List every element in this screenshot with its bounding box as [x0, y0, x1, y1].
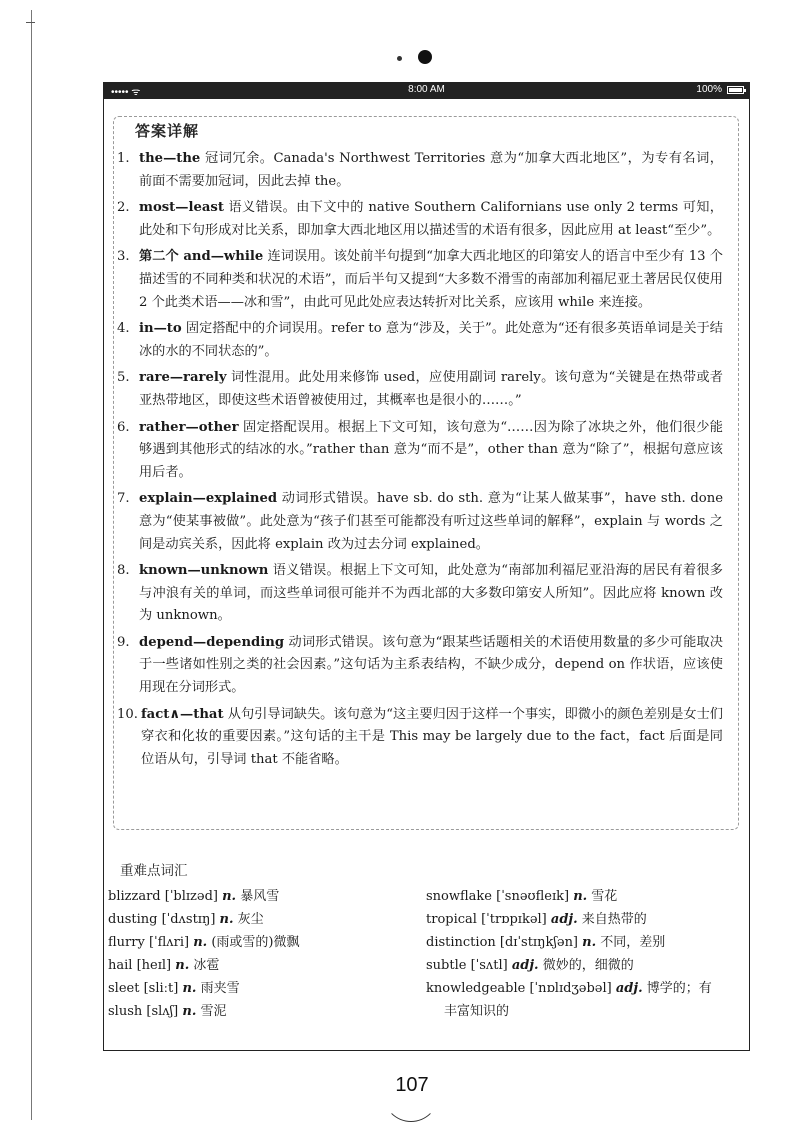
battery-icon — [727, 86, 744, 94]
vocab-ipa: [heɪl] — [132, 958, 176, 973]
section-title: 答案详解 — [135, 122, 200, 140]
vocab-meaning: 雪泥 — [196, 1004, 227, 1019]
vocab-meaning: 不同，差别 — [596, 935, 666, 950]
item-key: the—the — [139, 151, 201, 166]
vocab-ipa: [ˈsʌtl] — [466, 958, 512, 973]
answer-item — [117, 488, 723, 556]
vocab-list-left — [108, 885, 408, 1023]
item-text: 词性混用。此处用来修饰 used，应使用副词 rarely。该句意为“关键是在热带或者亚热带地区，即使这些术语曾被使用过，其概率也是很小的……。” — [139, 370, 723, 408]
answer-item — [117, 246, 723, 314]
vocab-pos: n. — [193, 935, 208, 950]
vocab-pos: n. — [582, 935, 597, 950]
vocab-pos: adj. — [615, 981, 643, 996]
item-text: 固定搭配误用。根据上下文可知，该句意为“……因为除了冰块之外，他们很少能够遇到其他形式的结冰的水。”rather than 意为“而不是”，other than 意为“除了”，根据句意应该用后者。 — [139, 419, 723, 480]
answer-item — [117, 704, 723, 772]
item-number: 8. — [117, 563, 130, 579]
vocab-word: knowledgeable — [426, 981, 526, 996]
item-key: fact∧—that — [141, 706, 224, 722]
vocab-entry — [108, 954, 408, 977]
item-key: 第二个 and—while — [139, 249, 264, 265]
vocab-entry — [108, 1000, 408, 1023]
vocab-entry — [108, 977, 408, 1000]
vocab-meaning: 微妙的，细微的 — [538, 958, 634, 973]
vocab-entry — [426, 885, 736, 908]
vocab-word: distinction — [426, 935, 496, 950]
vocab-entry — [426, 908, 736, 931]
answer-list — [117, 148, 723, 775]
vocab-pos: adj. — [550, 912, 578, 927]
vocab-entry — [108, 885, 408, 908]
sensor-dot — [397, 56, 402, 61]
page-number: 107 — [395, 1074, 429, 1096]
vocab-word: sleet — [108, 981, 140, 996]
item-text: 连词误用。该处前半句提到“加拿大西北地区的印第安人的语言中至少有 13 个描述雪的不同种类和状况的术语”，而后半句又提到“大多数不滑雪的南部加利福尼亚土著居民仅使用 2 个此类术语——冰和雪”，由此可见此处应表达转折对比关系，应该用 while 来连接。 — [139, 249, 723, 310]
item-text: 从句引导词缺失。该句意为“这主要归因于这样一个事实，即微小的颜色差别是女士们穿衣和化妆的重要因素。”这句话的主干是 This may be largely due to the fact，fact 后面是同位语从句，引导词 that 不能省略。 — [141, 706, 723, 767]
vocab-ipa: [ˈtrɒpɪkəl] — [476, 912, 551, 927]
vocab-word: tropical — [426, 912, 477, 927]
item-key: in—to — [139, 321, 182, 337]
vocab-meaning: 博学的；有 — [642, 981, 712, 996]
vocab-word: flurry — [108, 935, 145, 950]
item-number: 7. — [117, 491, 130, 507]
vocab-entry — [108, 908, 408, 931]
vocab-meaning: 灰尘 — [233, 912, 264, 927]
vocab-pos: n. — [175, 958, 190, 973]
binding-line — [31, 10, 32, 1120]
camera-icon — [418, 50, 432, 64]
vocab-meaning: 雪花 — [587, 889, 618, 904]
status-time: 8:00 AM — [408, 84, 445, 95]
item-number: 3. — [117, 249, 130, 265]
item-text: 冠词冗余。Canada's Northwest Territories 意为“加拿大西北地区”，为专有名词，前面不需要加冠词，因此去掉 the。 — [139, 151, 723, 189]
item-number: 2. — [117, 200, 130, 216]
item-text: 语义错误。根据上下文可知，此处意为“南部加利福尼亚沿海的居民有着很多与冲浪有关的单词，而这些单词很可能并不为西北部的大多数印第安人所知”。因此应将 known 改为 unknown。 — [139, 563, 723, 624]
vocab-ipa: [ˈflʌri] — [144, 935, 194, 950]
item-text: 动词形式错误。该句意为“跟某些话题相关的术语使用数量的多少可能取决于一些诸如性别之类的社会因素。”这句话为主系表结构，不缺少成分，depend on 作状语，应该使用现在分词形式。 — [139, 634, 723, 696]
signal-icon: ••••• ᯤ — [111, 87, 141, 98]
vocab-ipa: [ˈblɪzəd] — [160, 889, 223, 904]
vocab-meaning: 来自热带的 — [577, 912, 647, 927]
vocab-ipa: [ˈsnəʊfleɪk] — [492, 889, 574, 904]
vocab-ipa: [ˈdʌstɪŋ] — [157, 912, 220, 927]
vocab-entry — [108, 931, 408, 954]
vocab-ipa: [sliːt] — [139, 981, 183, 996]
vocab-word: slush — [108, 1004, 143, 1019]
item-key: explain—explained — [139, 491, 278, 507]
item-key: rare—rarely — [139, 370, 227, 386]
vocab-meaning: 暴风雪 — [236, 889, 280, 904]
item-number: 6. — [117, 419, 130, 435]
vocab-continuation: 丰富知识的 — [444, 1004, 510, 1019]
vocab-pos: n. — [573, 889, 588, 904]
vocab-entry — [426, 931, 736, 954]
vocab-ipa: [slʌʃ] — [142, 1004, 183, 1019]
vocab-meaning: 雨夹雪 — [196, 981, 240, 996]
vocab-entry — [426, 977, 736, 1000]
answer-item — [117, 148, 723, 193]
vocab-ipa: [ˈnɒlɪdʒəbəl] — [525, 981, 616, 996]
item-number: 10. — [117, 706, 138, 722]
answer-item — [117, 197, 723, 242]
answer-item — [117, 417, 723, 485]
item-key: most—least — [139, 200, 224, 216]
vocab-ipa: [dɪˈstɪŋkʃən] — [495, 935, 583, 950]
vocab-entry — [426, 954, 736, 977]
answer-item — [117, 632, 723, 700]
vocab-word: blizzard — [108, 889, 161, 904]
binding-tick — [26, 22, 35, 23]
vocab-word: hail — [108, 958, 133, 973]
item-key: depend—depending — [139, 634, 285, 650]
item-key: rather—other — [139, 419, 239, 435]
vocab-title: 重难点词汇 — [120, 863, 188, 879]
item-text: 动词形式错误。have sb. do sth. 意为“让某人做某事”，have sth. done 意为“使某事被做”。此处意为“孩子们甚至可能都没有听过这些单词的解释”，explain 与 words 之间是动宾关系，因此将 explain 改为过去分词 explained。 — [139, 491, 723, 552]
item-text: 固定搭配中的介词误用。refer to 意为“涉及，关于”。此处意为“还有很多英语单词是关于结冰的水的不同状态的”。 — [139, 321, 723, 359]
item-number: 4. — [117, 321, 130, 337]
vocab-pos: adj. — [511, 958, 539, 973]
item-text: 语义错误。由下文中的 native Southern Californians use only 2 terms 可知，此处和下句形成对比关系，即加拿大西北地区用以描述雪的术语有很多，因此应用 at least“至少”。 — [139, 200, 723, 238]
vocab-word: snowflake — [426, 889, 492, 904]
answer-item — [117, 318, 723, 363]
item-number: 1. — [117, 151, 130, 166]
vocab-list-right — [426, 885, 736, 1023]
item-number: 9. — [117, 634, 130, 650]
vocab-pos: n. — [219, 912, 234, 927]
battery-percent: 100% — [696, 84, 722, 95]
vocab-pos: n. — [182, 1004, 197, 1019]
vocab-meaning: 冰雹 — [189, 958, 220, 973]
item-number: 5. — [117, 370, 130, 386]
answer-item — [117, 560, 723, 628]
status-bar — [103, 82, 750, 99]
answer-item — [117, 367, 723, 412]
vocab-pos: n. — [222, 889, 237, 904]
vocab-pos: n. — [182, 981, 197, 996]
vocab-meaning: (雨或雪的)微飘 — [207, 935, 300, 950]
item-key: known—unknown — [139, 563, 269, 579]
vocab-word: subtle — [426, 958, 467, 973]
vocab-word: dusting — [108, 912, 158, 927]
